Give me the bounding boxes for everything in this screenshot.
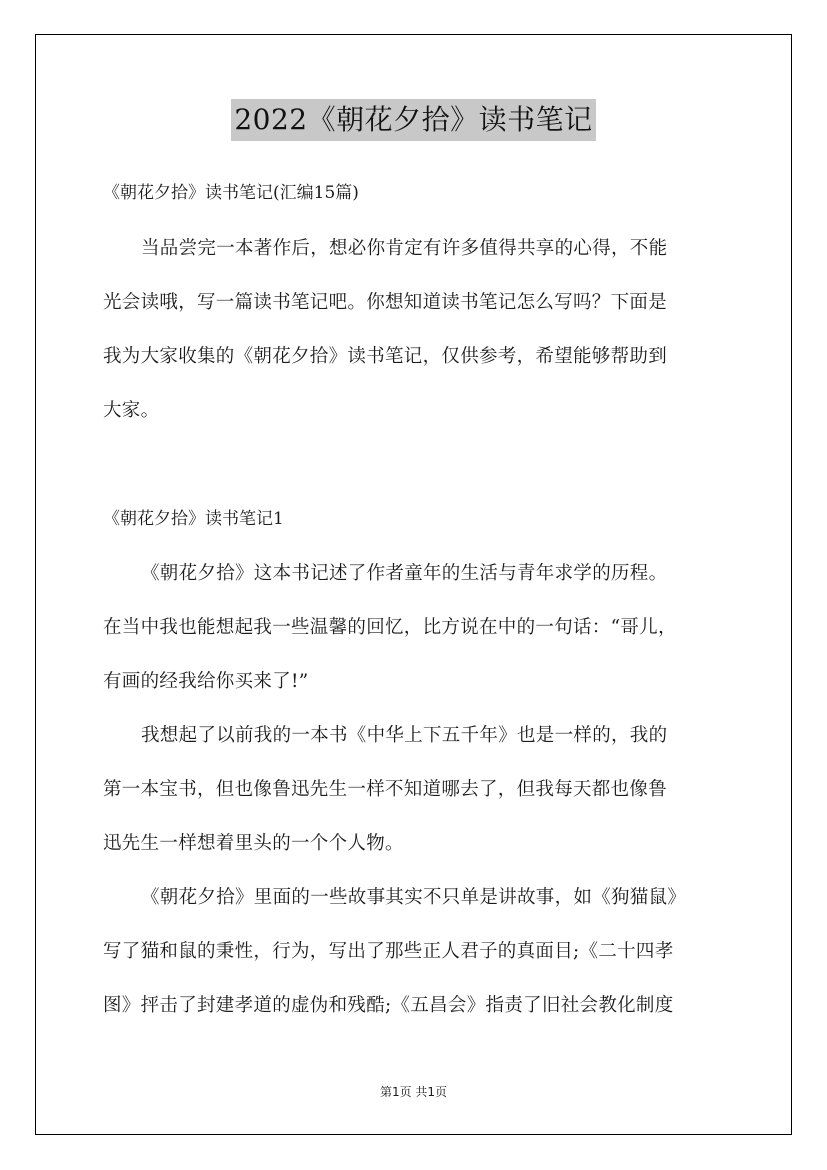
section-heading: 《朝花夕拾》读书笔记1 xyxy=(103,509,284,529)
document-subtitle: 《朝花夕拾》读书笔记(汇编15篇) xyxy=(103,183,359,203)
document-title: 2022《朝花夕拾》读书笔记 xyxy=(231,99,595,141)
intro-line: 大家。 xyxy=(103,400,160,421)
paragraph1-line: 在当中我也能想起我一些温馨的回忆，比方说在中的一句话：“哥儿， xyxy=(103,617,677,638)
page-footer: 第1页 共1页 xyxy=(379,1085,448,1099)
paragraph3-line: 《朝花夕拾》里面的一些故事其实不只单是讲故事，如《狗猫鼠》 xyxy=(141,887,687,908)
title-container xyxy=(0,99,827,141)
paragraph3-line: 写了猫和鼠的秉性，行为，写出了那些正人君子的真面目;《二十四孝 xyxy=(103,941,674,962)
paragraph2-line: 迅先生一样想着里头的一个个人物。 xyxy=(103,833,404,854)
intro-line: 我为大家收集的《朝花夕拾》读书笔记，仅供参考，希望能够帮助到 xyxy=(103,346,668,367)
paragraph2-line: 第一本宝书，但也像鲁迅先生一样不知道哪去了，但我每天都也像鲁 xyxy=(103,779,668,800)
intro-line: 当品尝完一本著作后，想必你肯定有许多值得共享的心得，不能 xyxy=(141,238,668,259)
paragraph1-line: 《朝花夕拾》这本书记述了作者童年的生活与青年求学的历程。 xyxy=(141,563,668,584)
intro-line: 光会读哦，写一篇读书笔记吧。你想知道读书笔记怎么写吗？下面是 xyxy=(103,292,668,313)
paragraph2-line: 我想起了以前我的一本书《中华上下五千年》也是一样的，我的 xyxy=(141,725,668,746)
paragraph1-line: 有画的经我给你买来了!” xyxy=(103,671,309,692)
paragraph3-line: 图》抨击了封建孝道的虚伪和残酷;《五昌会》指责了旧社会教化制度 xyxy=(103,995,674,1016)
